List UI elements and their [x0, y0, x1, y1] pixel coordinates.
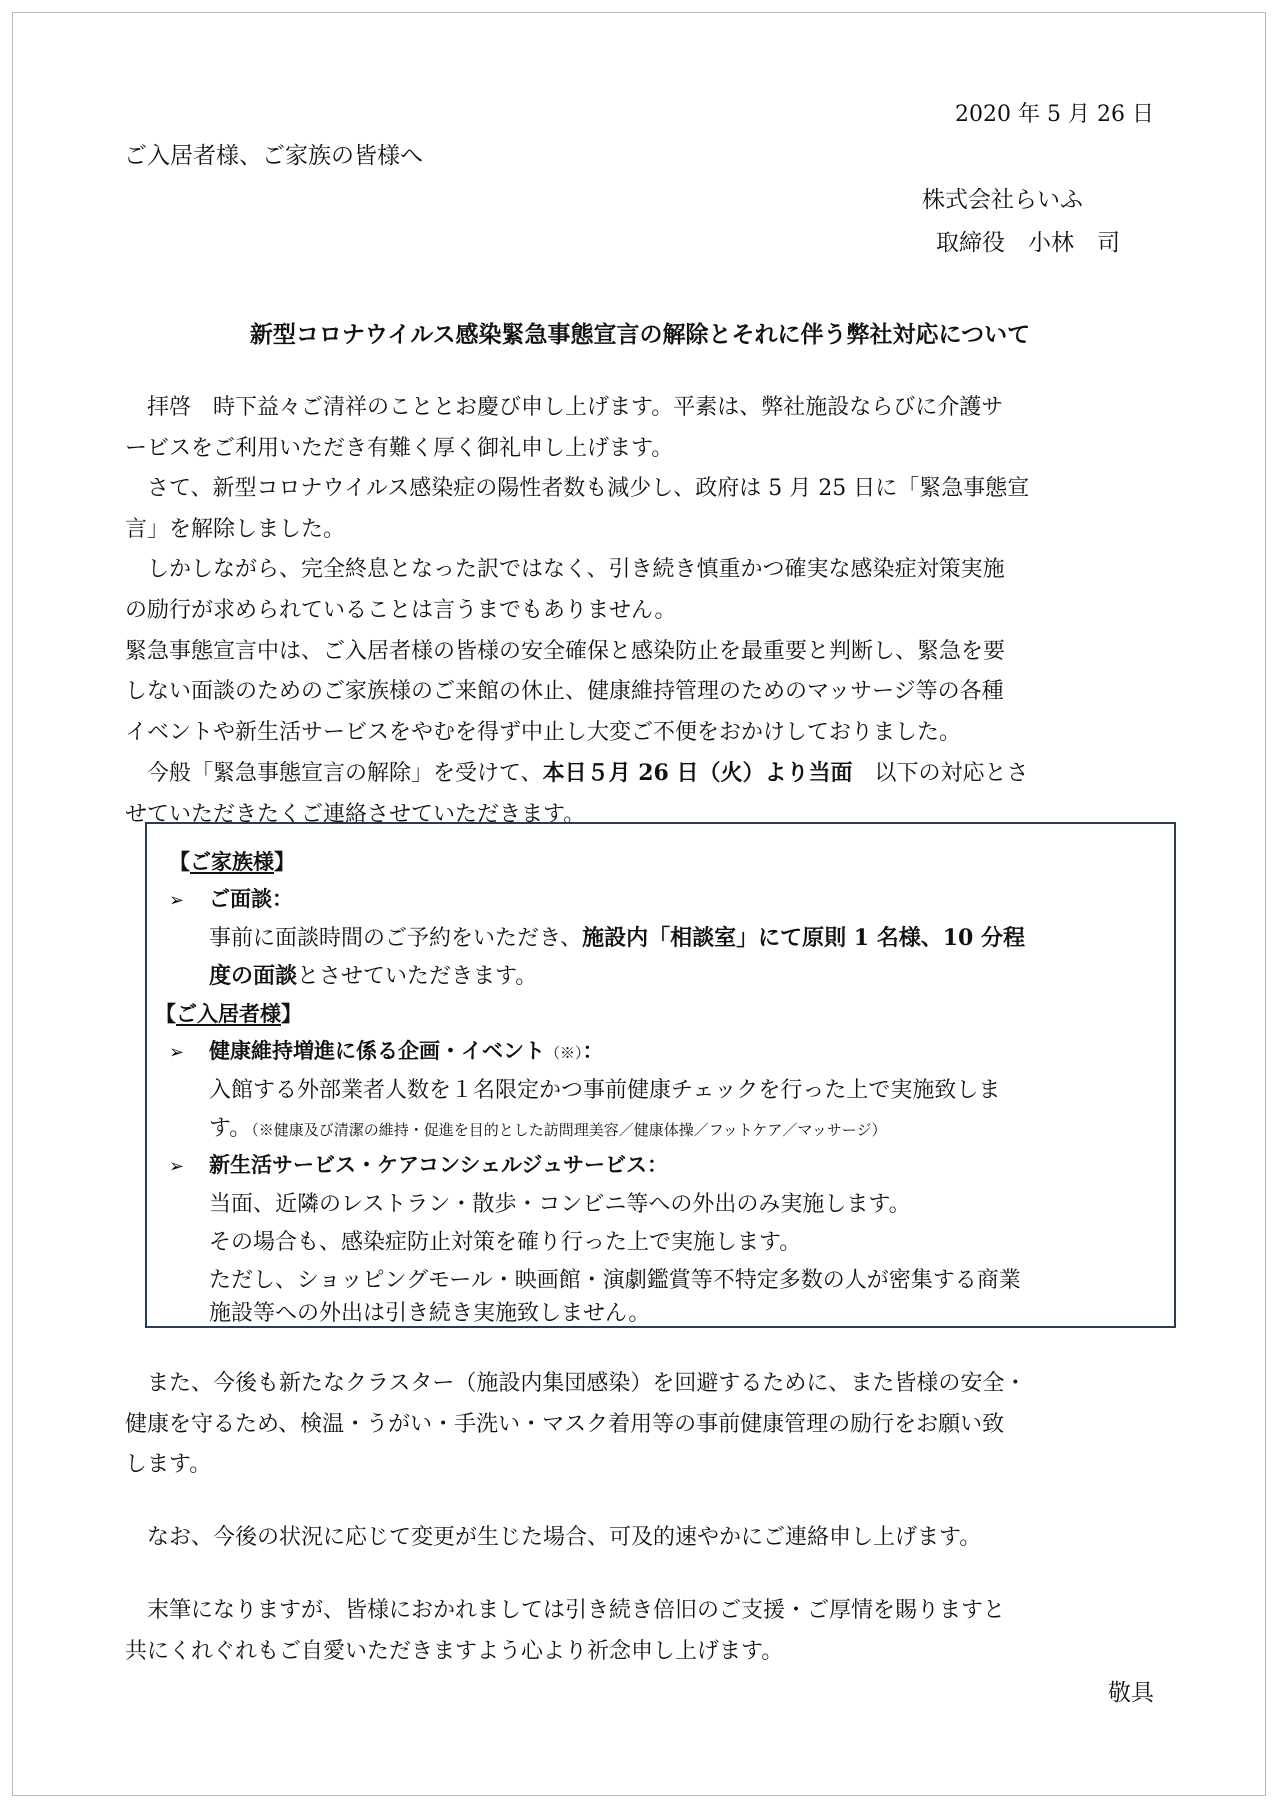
intro-text: 今般「緊急事態宣言の解除」を受けて、 — [147, 761, 543, 787]
item-text-part: とさせていただきます。 — [297, 964, 538, 989]
intro-line: しかしながら、完全終息となった訳ではなく、引き続き慎重かつ確実な感染症対策実施 — [147, 557, 1005, 583]
resident-heading-label: ご入居者様 — [176, 1002, 281, 1026]
intro-line — [125, 753, 1160, 795]
item-colon: ： — [582, 1039, 604, 1063]
item-text: その場合も、感染症防止対策を確り行った上で実施します。 — [209, 1230, 802, 1255]
closing-line: 共にくれぐれもご自愛いただきますよう心より祈念申し上げます。 — [125, 1638, 784, 1664]
company-name: 株式会社らいふ — [922, 187, 1083, 213]
note-mark: （※） — [545, 1044, 583, 1062]
closing-paragraph-1 — [125, 1364, 1160, 1486]
item-title: 健康維持増進に係る企画・イベント — [209, 1039, 545, 1063]
family-heading-label: ご家族様 — [190, 850, 274, 874]
bracket: 】 — [281, 1002, 302, 1026]
closing-paragraph-3 — [125, 1591, 1160, 1672]
item-text-bold: 施設内「相談室」にて原則 1 名様、10 分程 — [582, 925, 1026, 951]
item-consultation — [169, 883, 293, 913]
item-title: 新生活サービス・ケアコンシェルジュサービス： — [209, 1153, 669, 1177]
closing-line: なお、今後の状況に応じて変更が生じた場合、可及的速やかにご連絡申し上げます。 — [147, 1525, 982, 1550]
intro-line: ービスをご利用いただき有難く厚く御礼申し上げます。 — [125, 435, 674, 461]
footnote-text: （※健康及び清潔の維持・促進を目的とした訪問理美容／健康体操／フットケア／マッサージ） — [251, 1121, 887, 1139]
arrow-bullet-icon: ➢ — [169, 1156, 185, 1177]
bracket: 】 — [274, 850, 295, 874]
item-text — [209, 959, 537, 990]
sign-off: 敬具 — [1108, 1680, 1154, 1706]
intro-line: しない面談のためのご家族様のご来館の休止、健康維持管理のためのマッサージ等の各種 — [125, 679, 1004, 705]
item-health-events — [169, 1035, 604, 1065]
arrow-bullet-icon: ➢ — [169, 890, 185, 911]
bracket: 【 — [155, 1002, 176, 1026]
intro-line: 緊急事態宣言中は、ご入居者様の皆様の安全確保と感染防止を最重要と判断し、緊急を要 — [125, 638, 1006, 664]
intro-line: せていただきたくご連絡させていただきます。 — [125, 801, 586, 827]
intro-body — [125, 388, 1160, 836]
closing-line: また、今後も新たなクラスター（施設内集団感染）を回避するために、また皆様の安全・ — [147, 1371, 1027, 1396]
item-text — [209, 921, 1025, 952]
intro-line: の励行が求められていることは言うまでもありません。 — [125, 597, 677, 623]
arrow-bullet-icon: ➢ — [169, 1042, 185, 1063]
intro-line: 言」を解除しました。 — [125, 516, 346, 542]
item-text: ただし、ショッピングモール・映画館・演劇鑑賞等不特定多数の人が密集する商業 — [209, 1268, 1021, 1293]
document-title: 新型コロナウイルス感染緊急事態宣言の解除とそれに伴う弊社対応について — [249, 322, 1031, 348]
closing-line: します。 — [125, 1452, 212, 1478]
intro-line: 拝啓 時下益々ご清祥のこととお慶び申し上げます。平素は、弊社施設ならびに介護サ — [147, 395, 1004, 420]
resident-heading — [155, 998, 302, 1028]
intro-text: 以下の対応とさ — [852, 761, 1029, 787]
item-text-part: 事前に面談時間のご予約をいただき、 — [209, 926, 583, 951]
bracket: 【 — [169, 850, 190, 874]
closing-paragraph-2 — [125, 1518, 1160, 1559]
emphasis-date: 本日５月 26 日（火）より当面 — [542, 760, 853, 787]
intro-line: さて、新型コロナウイルス感染症の陽性者数も減少し、政府は 5 月 25 日に「緊急事態宣 — [147, 476, 1030, 502]
document-date: 2020 年 5 月 26 日 — [955, 102, 1154, 127]
item-title: ご面談： — [209, 887, 293, 911]
item-text: 当面、近隣のレストラン・散歩・コンビニ等への外出のみ実施します。 — [209, 1192, 911, 1217]
intro-line: イベントや新生活サービスをやむを得ず中止し大変ご不便をおかけしておりました。 — [125, 719, 962, 745]
sender-name: 取締役 小林 司 — [936, 230, 1120, 256]
family-heading — [169, 846, 295, 876]
closing-line: 末筆になりますが、皆様におかれましては引き続き倍旧のご支援・ご厚情を賜りますと — [147, 1598, 1006, 1623]
item-life-services — [169, 1149, 668, 1179]
item-text-bold: 度の面談 — [209, 963, 298, 989]
notice-box — [145, 822, 1176, 1328]
item-text — [209, 1111, 887, 1142]
item-text: 入館する外部業者人数を１名限定かつ事前健康チェックを行った上で実施致しま — [209, 1078, 1001, 1103]
item-text: 施設等への外出は引き続き実施致しません。 — [209, 1301, 651, 1326]
item-text-part: す。 — [209, 1116, 252, 1141]
recipient-line: ご入居者様、ご家族の皆様へ — [124, 143, 423, 169]
closing-line: 健康を守るため、検温・うがい・手洗い・マスク着用等の事前健康管理の励行をお願い致 — [125, 1411, 1005, 1437]
